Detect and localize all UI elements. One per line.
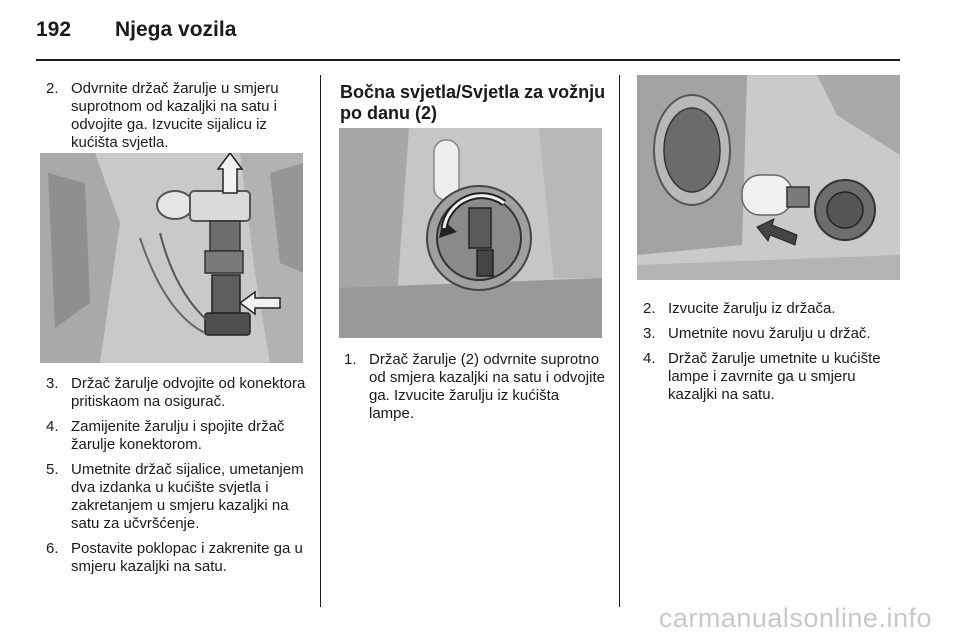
page-number: 192 [36,18,72,41]
bulb-removal-illustration [637,75,900,280]
list-item: 2. Odvrnite držač žarulje u smjeru suprotnom od kazaljki na satu i odvojite ga. Izvucite sijalicu iz kućišta svjetla. [46,80,279,151]
list-item: 6. Postavite poklopac i zakrenite ga u smjeru kazaljki na satu. [46,540,303,575]
right-steps [643,300,901,411]
watermark: carmanualsonline.info [658,603,932,633]
column-divider-left [320,75,321,607]
list-item: 3. Držač žarulje odvojite od konektora pritiskaom na osigurač. [46,375,306,410]
list-item: 2. Izvucite žarulju iz držača. [643,300,836,317]
column-divider-right [619,75,620,607]
chapter-title: Njega vozila [115,18,237,41]
list-item: 4. Držač žarulje umetnite u kućište lampe i zavrnite ga u smjeru kazaljki na satu. [643,350,881,403]
page-header [36,18,236,50]
list-item: 3. Umetnite novu žarulju u držač. [643,325,871,342]
list-item: 5. Umetnite držač sijalice, umetanjem dva izdanka u kućište svjetla i zakretanjem u smjeru kazaljki na satu za učvršćenje. [46,461,304,532]
side-light-illustration [339,128,602,338]
header-divider [36,59,900,61]
left-steps-bottom [46,375,310,583]
middle-steps [344,351,606,430]
bulb-holder-illustration [40,153,303,363]
section-heading: Bočna svjetla/Svjetla za vožnju po danu (2) [340,82,606,123]
left-steps-top [46,80,310,159]
list-item: 1. Držač žarulje (2) odvrnite suprotno od smjera kazaljki na satu i odvojite ga. Izvucite žarulju iz kućišta lampe. [344,351,605,422]
list-item: 4. Zamijenite žarulju i spojite držač žarulje konektorom. [46,418,285,453]
